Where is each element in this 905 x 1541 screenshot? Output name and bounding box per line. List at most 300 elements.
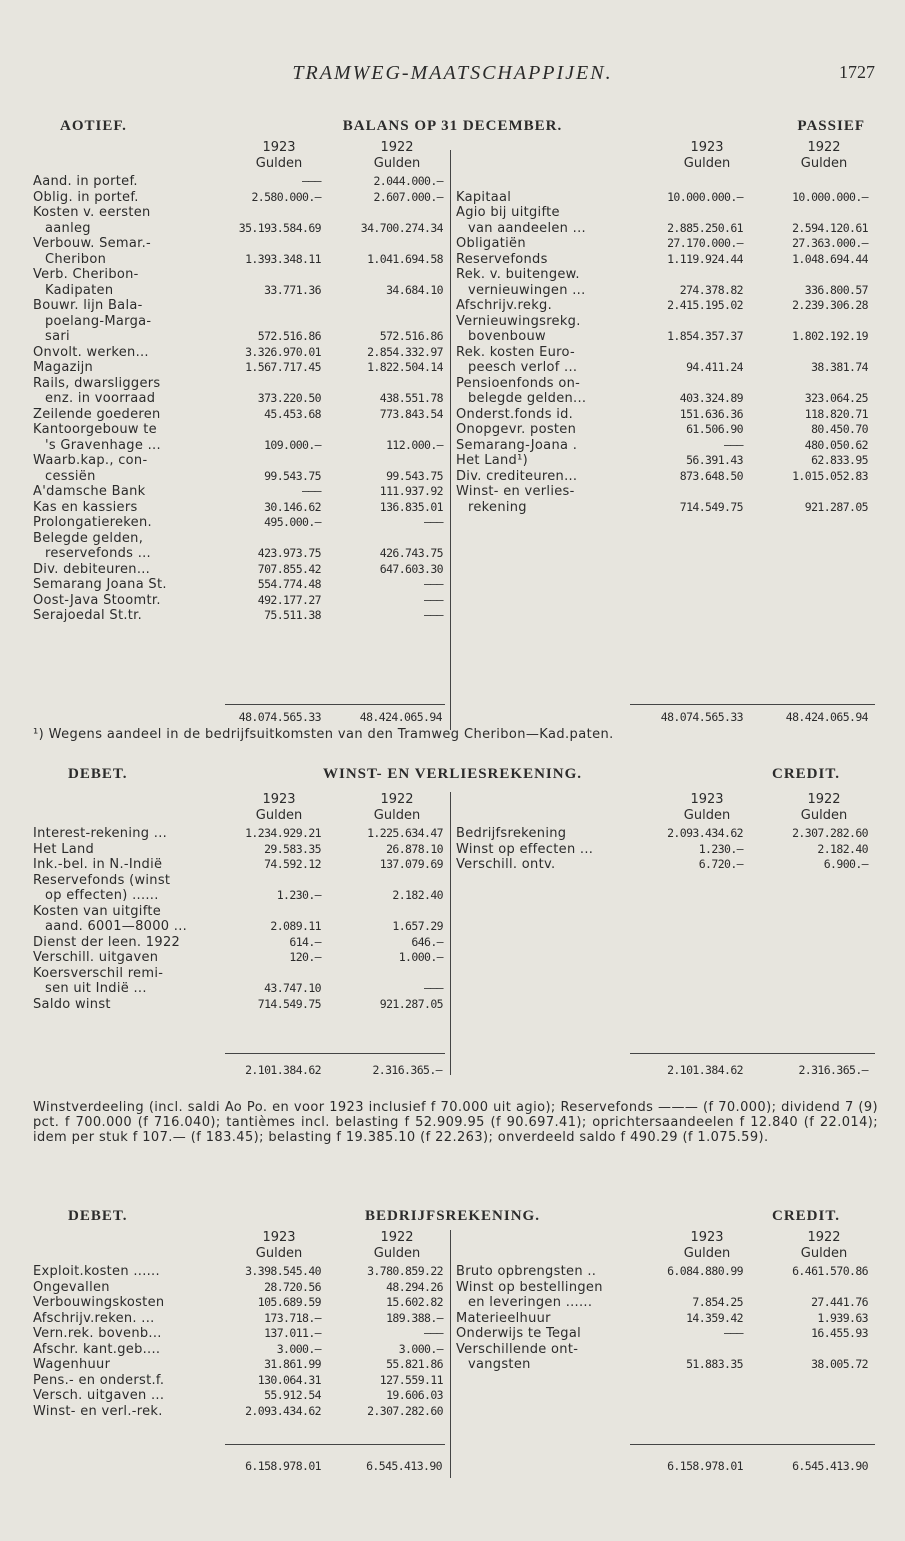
table-row (456, 1280, 874, 1296)
row-label: sen uit Indië ... (45, 981, 147, 996)
value-1923: 74.592.12 (264, 857, 321, 871)
total-rule (630, 1444, 875, 1445)
value-1923: 1.234.929.21 (245, 826, 321, 840)
br-credit-colhead (456, 1230, 874, 1264)
row-label: vernieuwingen ... (468, 282, 586, 298)
value-1923: 614.— (289, 934, 321, 949)
row-label: Afschrijv.rekg. (456, 298, 553, 313)
column-divider (450, 1230, 451, 1478)
table-row (33, 407, 443, 423)
table-row (33, 376, 443, 392)
table-row (456, 484, 874, 500)
value-1923: 75.511.38 (264, 608, 321, 622)
value-1922: 773.843.54 (379, 406, 443, 421)
row-label: Kas en kassiers (33, 499, 138, 515)
row-label: Het Land (33, 841, 95, 857)
value-1922: 426.743.75 (379, 546, 443, 560)
value-1923: 423.973.75 (257, 546, 321, 560)
value-1922: 99.543.75 (386, 468, 443, 483)
table-row (456, 376, 874, 392)
table-row (456, 345, 874, 361)
value-1923: 1.230.— (698, 841, 743, 856)
year-1922: 1922 (807, 1230, 841, 1245)
table-row (33, 438, 443, 454)
wv-heading (0, 766, 905, 786)
unit-gulden: Gulden (800, 1246, 848, 1261)
unit-gulden: Gulden (373, 1246, 421, 1261)
row-label: aanleg (45, 220, 91, 236)
unit-gulden: Gulden (683, 156, 731, 171)
row-label: Winst- en verl.-rek. (33, 1403, 163, 1419)
total-rule (225, 1053, 445, 1054)
table-row (456, 174, 874, 190)
wv-right-heading: CREDIT. (772, 766, 840, 782)
value-1922: ——— (424, 592, 443, 607)
br-debet-table (33, 1230, 443, 1419)
value-1923: 43.747.10 (264, 981, 321, 995)
row-label: Vern.rek. bovenb... (33, 1326, 162, 1341)
value-1923: 105.689.59 (257, 1295, 321, 1309)
value-1923: 14.359.42 (686, 1310, 743, 1325)
wv-debet-table (33, 792, 443, 1012)
total-rule (225, 704, 445, 705)
value-1923: ——— (724, 1326, 743, 1340)
value-1922: 27.441.76 (811, 1295, 868, 1309)
balance-left-heading: AOTIEF. (60, 118, 127, 134)
table-row (33, 345, 443, 361)
value-1922: ——— (424, 608, 443, 622)
value-1922: 2.607.000.— (373, 189, 443, 204)
row-label: Het Land¹) (456, 453, 528, 468)
row-label: Afschrijv.reken. ... (33, 1310, 155, 1326)
unit-gulden: Gulden (255, 808, 303, 823)
value-1923: 3.000.— (276, 1341, 321, 1356)
wv-account (0, 792, 905, 1052)
value-1922: 189.388.— (386, 1310, 443, 1325)
page-number: 1727 (839, 62, 875, 82)
value-1922: 323.064.25 (804, 391, 868, 405)
value-1922: 1.048.694.44 (792, 251, 868, 266)
row-label: Semarang-Joana . (456, 437, 578, 453)
br-account (0, 1230, 905, 1440)
row-label: Exploit.kosten ...... (33, 1264, 160, 1279)
value-1922: 1.225.634.47 (367, 826, 443, 840)
value-1923: 45.453.68 (264, 406, 321, 421)
balance-footnote: ¹) Wegens aandeel in de bedrijfsuitkomsten van den Tramweg Cheribon—Kad.paten. (33, 727, 614, 742)
row-label: Aand. in portef. (33, 174, 138, 189)
value-1923: 554.774.48 (257, 577, 321, 591)
total-rule (225, 1444, 445, 1445)
row-label: Rek. kosten Euro- (456, 344, 575, 360)
table-row (33, 453, 443, 469)
row-label: Bruto opbrengsten .. (456, 1264, 597, 1279)
value-1922: 26.878.10 (386, 841, 443, 856)
row-label: Div. debiteuren... (33, 561, 151, 577)
year-1923: 1923 (262, 1230, 296, 1245)
year-1923: 1923 (690, 792, 724, 807)
table-row (33, 608, 443, 624)
value-1922: 921.287.05 (379, 996, 443, 1011)
table-row (33, 1264, 443, 1280)
row-label: Waarb.kap., con- (33, 453, 148, 468)
table-row (456, 1295, 874, 1311)
value-1923: 29.583.35 (264, 841, 321, 856)
value-1923: 2.580.000.— (251, 189, 321, 204)
table-row (33, 1326, 443, 1342)
value-1922: 921.287.05 (804, 499, 868, 514)
value-1923: 492.177.27 (257, 592, 321, 607)
value-1923: 109.000.— (264, 437, 321, 452)
value-1923: 61.506.90 (686, 422, 743, 436)
value-1923: 1.393.348.11 (245, 251, 321, 266)
value-1923: ——— (302, 484, 321, 498)
value-1923: 94.411.24 (686, 360, 743, 374)
value-1922: 34.700.274.34 (360, 220, 443, 235)
table-row (33, 1342, 443, 1358)
column-divider (450, 150, 451, 730)
table-row (456, 314, 874, 330)
value-1923: 31.861.99 (264, 1357, 321, 1371)
balance-totals (0, 710, 905, 728)
value-1923: 151.636.36 (679, 406, 743, 421)
unit-gulden: Gulden (800, 808, 848, 823)
row-label: Afschr. kant.geb.... (33, 1341, 161, 1357)
row-label: Cheribon (45, 251, 107, 267)
table-row (33, 546, 443, 562)
br-heading (0, 1208, 905, 1228)
value-1922: 16.455.93 (811, 1326, 868, 1340)
row-label: Kosten van uitgifte (33, 903, 162, 919)
row-label: Prolongatiereken. (33, 515, 152, 530)
value-1922: ——— (424, 981, 443, 995)
table-row (33, 174, 443, 190)
table-row (456, 267, 874, 283)
value-1923: 1.854.357.37 (667, 329, 743, 343)
value-1923: 2.093.434.62 (245, 1403, 321, 1418)
row-label: Vernieuwingsrekg. (456, 313, 581, 329)
row-label: vangsten (468, 1357, 531, 1372)
row-label: Verb. Cheribon- (33, 267, 139, 282)
br-credit-rows (456, 1264, 874, 1373)
value-1923: 274.378.82 (679, 282, 743, 297)
value-1922: 55.821.86 (386, 1357, 443, 1371)
value-1922: 19.606.03 (386, 1388, 443, 1402)
balance-heading (0, 118, 905, 138)
table-row (33, 221, 443, 237)
row-label: van aandeelen ... (468, 220, 586, 236)
table-row (33, 1311, 443, 1327)
row-label: Rek. v. buitengew. (456, 267, 580, 282)
wv-credit-colhead (456, 792, 874, 826)
value-1922: 3.000.— (398, 1341, 443, 1356)
row-label: Kosten v. eersten (33, 205, 151, 220)
table-row (33, 267, 443, 283)
table-row (33, 1373, 443, 1389)
br-title: BEDRIJFSREKENING. (365, 1208, 540, 1224)
br-total-credit-1923: 6.158.978.01 (667, 1459, 743, 1473)
value-1922: 48.294.26 (386, 1279, 443, 1294)
value-1923: 137.011.— (264, 1326, 321, 1340)
value-1923: 3.398.545.40 (245, 1264, 321, 1278)
wv-total-debet-1923: 2.101.384.62 (245, 1063, 321, 1077)
row-label: 's Gravenhage ... (45, 437, 161, 453)
value-1923: 33.771.36 (264, 282, 321, 297)
row-label: op effecten) ...... (45, 888, 159, 903)
value-1922: 137.079.69 (379, 857, 443, 871)
value-1922: 2.182.40 (817, 841, 868, 856)
table-row (456, 236, 874, 252)
table-row (33, 1357, 443, 1373)
br-credit-table (456, 1230, 874, 1373)
value-1923: 35.193.584.69 (238, 220, 321, 235)
table-row (33, 842, 443, 858)
value-1922: 2.239.306.28 (792, 298, 868, 312)
table-row (456, 391, 874, 407)
table-row (33, 873, 443, 889)
balance-activa-table (33, 140, 443, 624)
value-1922: 2.594.120.61 (792, 220, 868, 235)
value-1923: 403.324.89 (679, 391, 743, 405)
row-label: Kantoorgebouw te (33, 422, 157, 437)
unit-gulden: Gulden (683, 1246, 731, 1261)
row-label: peesch verlof ... (468, 360, 578, 375)
br-debet-rows (33, 1264, 443, 1419)
row-label: Reservefonds (winst (33, 872, 171, 888)
value-1922: 118.820.71 (804, 406, 868, 421)
balance-right-heading: PASSIEF (797, 118, 865, 134)
value-1923: 373.220.50 (257, 391, 321, 405)
value-1922: 6.461.570.86 (792, 1264, 868, 1278)
value-1922: 111.937.92 (379, 484, 443, 498)
br-right-heading: CREDIT. (772, 1208, 840, 1224)
row-label: Materieelhuur (456, 1310, 551, 1326)
table-row (456, 500, 874, 516)
year-1922: 1922 (380, 792, 414, 807)
value-1923: 7.854.25 (692, 1295, 743, 1309)
table-row (33, 205, 443, 221)
balance-sheet (0, 140, 905, 705)
row-label: Onopgevr. posten (456, 422, 577, 437)
value-1923: 2.089.11 (270, 919, 321, 933)
row-label: Winst- en verlies- (456, 484, 575, 499)
row-label: Belegde gelden, (33, 530, 144, 546)
table-row (33, 298, 443, 314)
unit-gulden: Gulden (255, 156, 303, 171)
value-1922: 647.603.30 (379, 561, 443, 576)
br-total-debet-1922: 6.545.413.90 (366, 1459, 442, 1473)
row-label: Magazijn (33, 360, 94, 375)
value-1922: ——— (424, 515, 443, 529)
row-label: Kadipaten (45, 282, 114, 298)
row-label: poelang-Marga- (45, 313, 152, 329)
year-1922: 1922 (807, 792, 841, 807)
row-label: Pens.- en onderst.f. (33, 1372, 165, 1388)
table-row (33, 904, 443, 920)
row-label: Kapitaal (456, 189, 512, 205)
balance-activa-rows (33, 174, 443, 624)
unit-gulden: Gulden (373, 156, 421, 171)
unit-gulden: Gulden (800, 156, 848, 171)
wv-totals (0, 1063, 905, 1081)
year-1923: 1923 (690, 140, 724, 155)
table-row (456, 1264, 874, 1280)
table-row (456, 1342, 874, 1358)
balance-total-passiva-1923: 48.074.565.33 (660, 710, 743, 724)
row-label: Agio bij uitgifte (456, 205, 560, 220)
value-1923: 6.084.880.99 (667, 1264, 743, 1278)
table-row (33, 981, 443, 997)
wv-credit-table (456, 792, 874, 873)
row-label: Ink.-bel. in N.-Indië (33, 857, 163, 872)
balance-title: BALANS OP 31 DECEMBER. (342, 118, 563, 134)
value-1922: 480.050.62 (804, 437, 868, 452)
wv-total-debet-1922: 2.316.365.— (372, 1063, 442, 1077)
table-row (456, 1326, 874, 1342)
row-label: Winst op effecten ... (456, 841, 594, 857)
value-1923: 873.648.50 (679, 468, 743, 483)
table-row (456, 857, 874, 873)
table-row (456, 329, 874, 345)
row-label: Onvolt. werken... (33, 344, 149, 360)
table-row (456, 221, 874, 237)
value-1923: 99.543.75 (264, 468, 321, 483)
value-1922: ——— (424, 1326, 443, 1340)
value-1923: 572.516.86 (257, 329, 321, 343)
value-1922: 15.602.82 (386, 1295, 443, 1309)
table-row (33, 1404, 443, 1420)
value-1923: 714.549.75 (679, 499, 743, 514)
table-row (33, 857, 443, 873)
value-1923: 495.000.— (264, 515, 321, 529)
row-label: Zeilende goederen (33, 406, 161, 422)
running-header-title: TRAMWEG-MAATSCHAPPIJEN. (292, 62, 613, 84)
row-label: Onderwijs te Tegal (456, 1326, 582, 1341)
table-row (33, 997, 443, 1013)
value-1923: 55.912.54 (264, 1388, 321, 1402)
wv-total-credit-1923: 2.101.384.62 (667, 1063, 743, 1077)
row-label: Obligatiën (456, 236, 526, 251)
row-label: Dienst der leen. 1922 (33, 934, 181, 950)
wv-credit-rows (456, 826, 874, 873)
table-row (456, 422, 874, 438)
value-1922: 2.044.000.— (373, 174, 443, 188)
value-1923: 51.883.35 (686, 1357, 743, 1371)
row-label: Semarang Joana St. (33, 577, 167, 592)
table-row (456, 438, 874, 454)
value-1922: 80.450.70 (811, 422, 868, 436)
table-row (33, 515, 443, 531)
br-totals (0, 1459, 905, 1477)
row-label: Verschill. uitgaven (33, 950, 159, 965)
table-row (456, 1311, 874, 1327)
unit-gulden: Gulden (683, 808, 731, 823)
row-label: Onderst.fonds id. (456, 406, 574, 422)
table-row (456, 842, 874, 858)
value-1923: 56.391.43 (686, 453, 743, 467)
table-row (33, 500, 443, 516)
year-1923: 1923 (262, 792, 296, 807)
br-total-credit-1922: 6.545.413.90 (792, 1459, 868, 1473)
value-1922: 6.900.— (823, 857, 868, 871)
value-1922: 2.854.332.97 (367, 344, 443, 359)
wv-title: WINST- EN VERLIESREKENING. (323, 766, 582, 782)
table-row (33, 593, 443, 609)
row-label: Versch. uitgaven ... (33, 1388, 165, 1403)
profit-distribution-paragraph: Winstverdeeling (incl. saldi Ao Po. en voor 1923 inclusief f 70.000 uit agio); Reservefonds ——— (f 70.000); dividend 7 (9) pct. f 700.000 (f 716.040); tantièmes incl. belasting f 52.909.95 (f 90.697.41); oprichtersaandeelen f 12.840 (f 22.014); idem per stuk f 107.— (f 183.45); belasting f 19.385.10 (f 22.263); onverdeeld saldo f 490.29 (f 1.075.59). (33, 1100, 878, 1145)
value-1922: 2.307.282.60 (367, 1403, 443, 1418)
row-label: Saldo winst (33, 996, 111, 1012)
value-1923: 130.064.31 (257, 1372, 321, 1387)
balance-passiva-rows (456, 174, 874, 515)
value-1922: 38.381.74 (811, 360, 868, 374)
row-label: en leveringen ...... (468, 1295, 593, 1310)
value-1923: 2.093.434.62 (667, 826, 743, 840)
table-row (456, 283, 874, 299)
value-1923: 10.000.000.— (667, 189, 743, 204)
row-label: Rails, dwarsliggers (33, 375, 161, 391)
table-row (33, 252, 443, 268)
value-1922: 1.657.29 (392, 919, 443, 933)
value-1923: 707.855.42 (257, 561, 321, 576)
table-row (33, 360, 443, 376)
value-1922: 27.363.000.— (792, 236, 868, 250)
table-row (33, 484, 443, 500)
value-1922: 336.800.57 (804, 282, 868, 297)
value-1922: 2.182.40 (392, 888, 443, 902)
table-row (456, 298, 874, 314)
table-row (33, 391, 443, 407)
wv-debet-colhead (33, 792, 443, 826)
unit-gulden: Gulden (255, 1246, 303, 1261)
year-1922: 1922 (380, 1230, 414, 1245)
br-left-heading: DEBET. (68, 1208, 128, 1224)
row-label: aand. 6001—8000 ... (45, 919, 188, 934)
table-row (33, 329, 443, 345)
table-row (33, 283, 443, 299)
table-row (33, 314, 443, 330)
br-total-debet-1923: 6.158.978.01 (245, 1459, 321, 1473)
value-1923: ——— (302, 174, 321, 188)
value-1922: 1.041.694.58 (367, 251, 443, 266)
value-1923: 6.720.— (698, 857, 743, 871)
row-label: sari (45, 329, 70, 344)
table-row (33, 531, 443, 547)
row-label: Bouwr. lijn Bala- (33, 298, 143, 313)
row-label: Pensioenfonds on- (456, 375, 581, 391)
table-row (33, 422, 443, 438)
value-1922: 1.822.504.14 (367, 360, 443, 374)
value-1922: 1.015.052.83 (792, 468, 868, 483)
row-label: enz. in voorraad (45, 391, 156, 406)
row-label: belegde gelden... (468, 391, 587, 406)
table-row (33, 966, 443, 982)
year-1923: 1923 (262, 140, 296, 155)
row-label: Bedrijfsrekening (456, 826, 567, 841)
row-label: A'damsche Bank (33, 484, 146, 499)
year-1922: 1922 (807, 140, 841, 155)
table-row (33, 919, 443, 935)
balance-total-activa-1922: 48.424.065.94 (359, 710, 442, 724)
row-label: Oost-Java Stoomtr. (33, 592, 161, 608)
row-label: reservefonds ... (45, 546, 151, 561)
value-1922: 438.551.78 (379, 391, 443, 405)
value-1922: 646.— (411, 934, 443, 949)
value-1923: 2.885.250.61 (667, 220, 743, 235)
table-row (456, 205, 874, 221)
value-1923: 120.— (289, 950, 321, 964)
table-row (33, 826, 443, 842)
row-label: Koersverschil remi- (33, 965, 164, 981)
